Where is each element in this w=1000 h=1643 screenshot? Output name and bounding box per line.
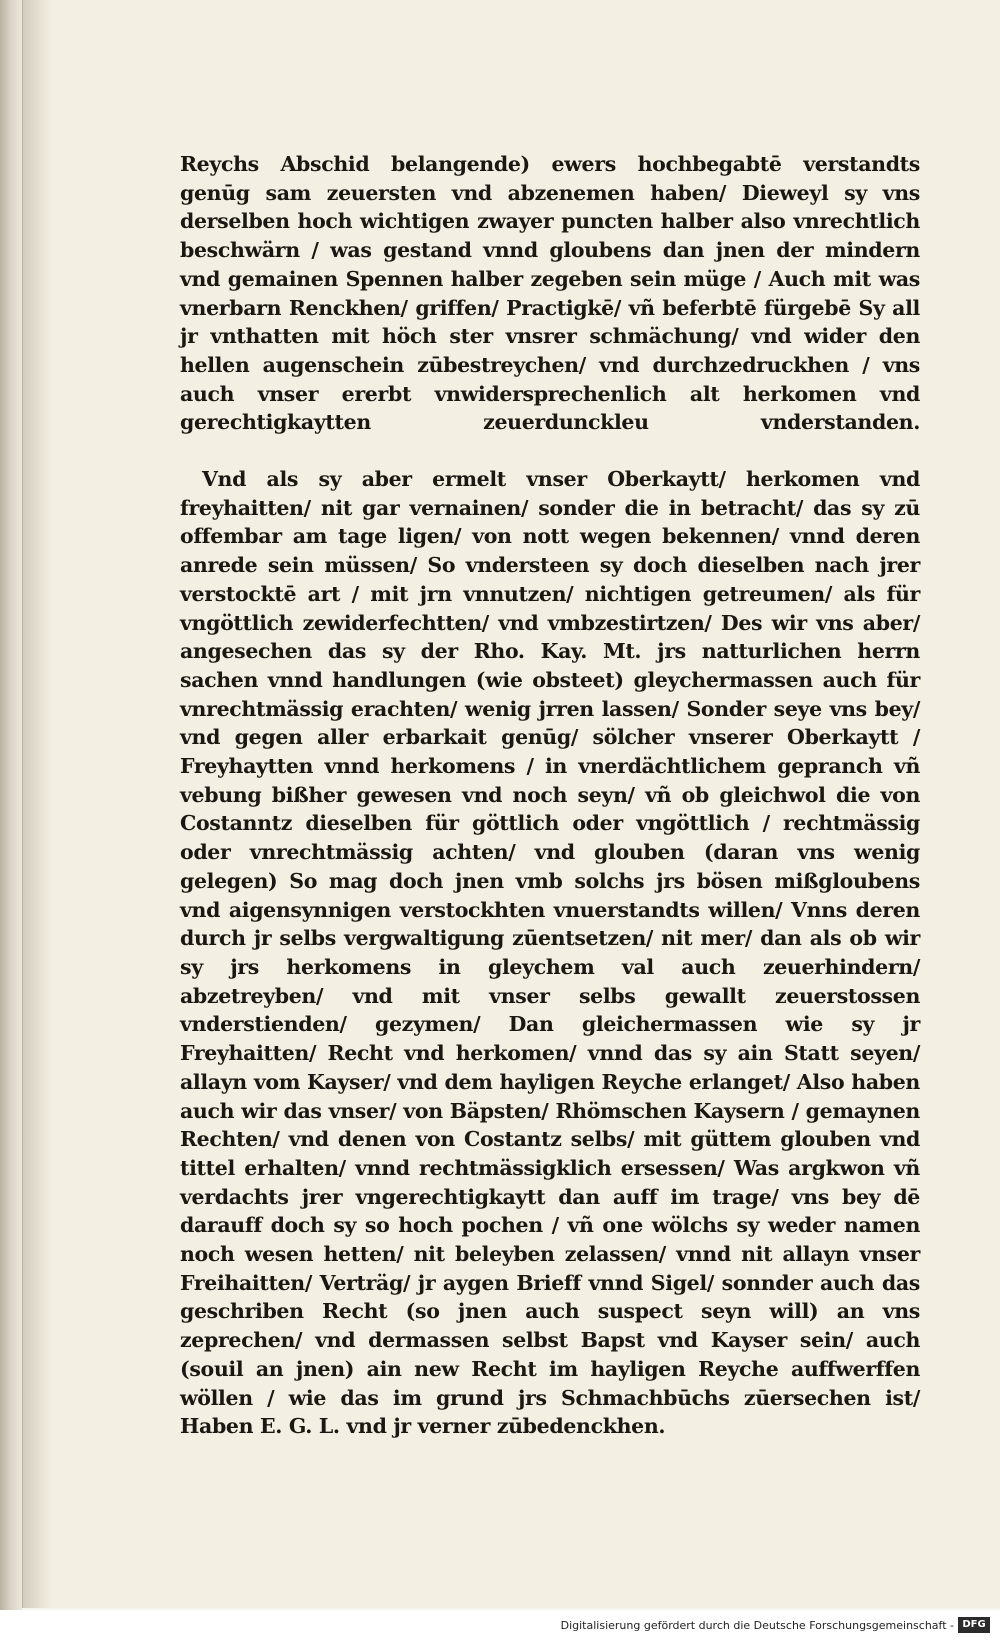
page-text-block xyxy=(180,150,920,1441)
footer-bar xyxy=(0,1610,1000,1643)
paragraph-2: Vnd als sy aber ermelt vnser Oberkaytt/ herkomen vnd freyhaitten/ nit gar vernainen/ sonder die in betracht/ das sy zū offembar am tage ligen/ von nott wegen bekennen/ vnnd deren anrede sein müssen/ So vndersteen sy doch dieselben nach jrer verstocktē art / mit jrn vnnutzen/ nichtigen getreumen/ als für vngöttlich zewiderfechtten/ vnd vmbzestirtzen/ Des wir vns aber/ angesechen das sy der Rho. Kay. Mt. jrs natturlichen herrn sachen vnnd handlungen (wie obsteet) gleychermassen auch für vnrechtmässig erachten/ wenig jrren lassen/ Sonder seye vns bey/ vnd gegen aller erbarkait genūg/ sölcher vnserer Oberkaytt / Freyhaytten vnnd herkomens / in vnerdächtlichem gepranch vñ vebung bißher gewesen vnd noch seyn/ vñ ob gleichwol die von Costanntz dieselben für göttlich oder vngöttlich / rechtmässig oder vnrechtmässig achten/ vnd glouben (daran vns wenig gelegen) So mag doch jnen vmb solchs jrs bösen mißgloubens vnd aigensynnigen verstockhten vnuerstandts willen/ Vnns deren durch jr selbs vergwaltigung zūentsetzen/ nit mer/ dan als ob wir sy jrs herkomens in gleychem val auch zeuerhindern/ abzetreyben/ vnd mit vnser selbs gewallt zeuerstossen vnderstienden/ gezymen/ Dan gleichermassen wie sy jr Freyhaitten/ Recht vnd herkomen/ vnnd das sy ain Statt seyen/ allayn vom Kayser/ vnd dem hayligen Reyche erlanget/ Also haben auch wir das vnser/ von Bäpsten/ Rhömschen Kaysern / gemaynen Rechten/ vnd denen von Costantz selbs/ mit güttem glouben vnd tittel erhalten/ vnnd rechtmässigklich ersessen/ Was argkwon vñ verdachts jrer vngerechtigkaytt dan auff im trage/ vns bey dē darauff doch sy so hoch pochen / vñ one wölchs sy weder namen noch wesen hetten/ nit beleyben zelassen/ vnnd nit allayn vnser Freihaitten/ Verträg/ jr aygen Brieff vnnd Sigel/ sonnder auch das geschriben Recht (so jnen auch suspect seyn will) an vns zeprechen/ vnd dermassen selbst Bapst vnd Kayser sein/ auch (souil an jnen) ain new Recht im hayligen Reyche auffwerffen wöllen / wie das im grund jrs Schmachbūchs zūersechen ist/ Haben E. G. L. vnd jr verner zūbedenckhen. xyxy=(180,467,920,1439)
paragraph-1: Reychs Abschid belangende) ewers hochbegabtē verstandts genūg sam zeuersten vnd abzenemen haben/ Dieweyl sy vns derselben hoch wichtigen zwayer puncten halber also vnrechtlich beschwärn / was gestand vnnd gloubens dan jnen der mindern vnd gemainen Spennen halber zegeben sein müge / Auch mit was vnerbarn Renckhen/ griffen/ Practigkē/ vñ beferbtē fürgebē Sy all jr vnthatten mit höch ster vnsrer schmächung/ vnd wider den hellen augenschein zūbestreychen/ vnd durchzedruckhen / vns auch vnser ererbt vnwidersprechenlich alt herkomen vnd gerechtigkaytten zeuerdunckleu vnderstanden. xyxy=(180,152,920,435)
dfg-logo-icon: DFG xyxy=(958,1617,990,1633)
page-gutter-shadow xyxy=(22,0,52,1608)
dfg-credit-text: Digitalisierung gefördert durch die Deutsche Forschungsgemeinschaft - xyxy=(560,1619,954,1632)
book-spine-edge xyxy=(0,0,22,1610)
